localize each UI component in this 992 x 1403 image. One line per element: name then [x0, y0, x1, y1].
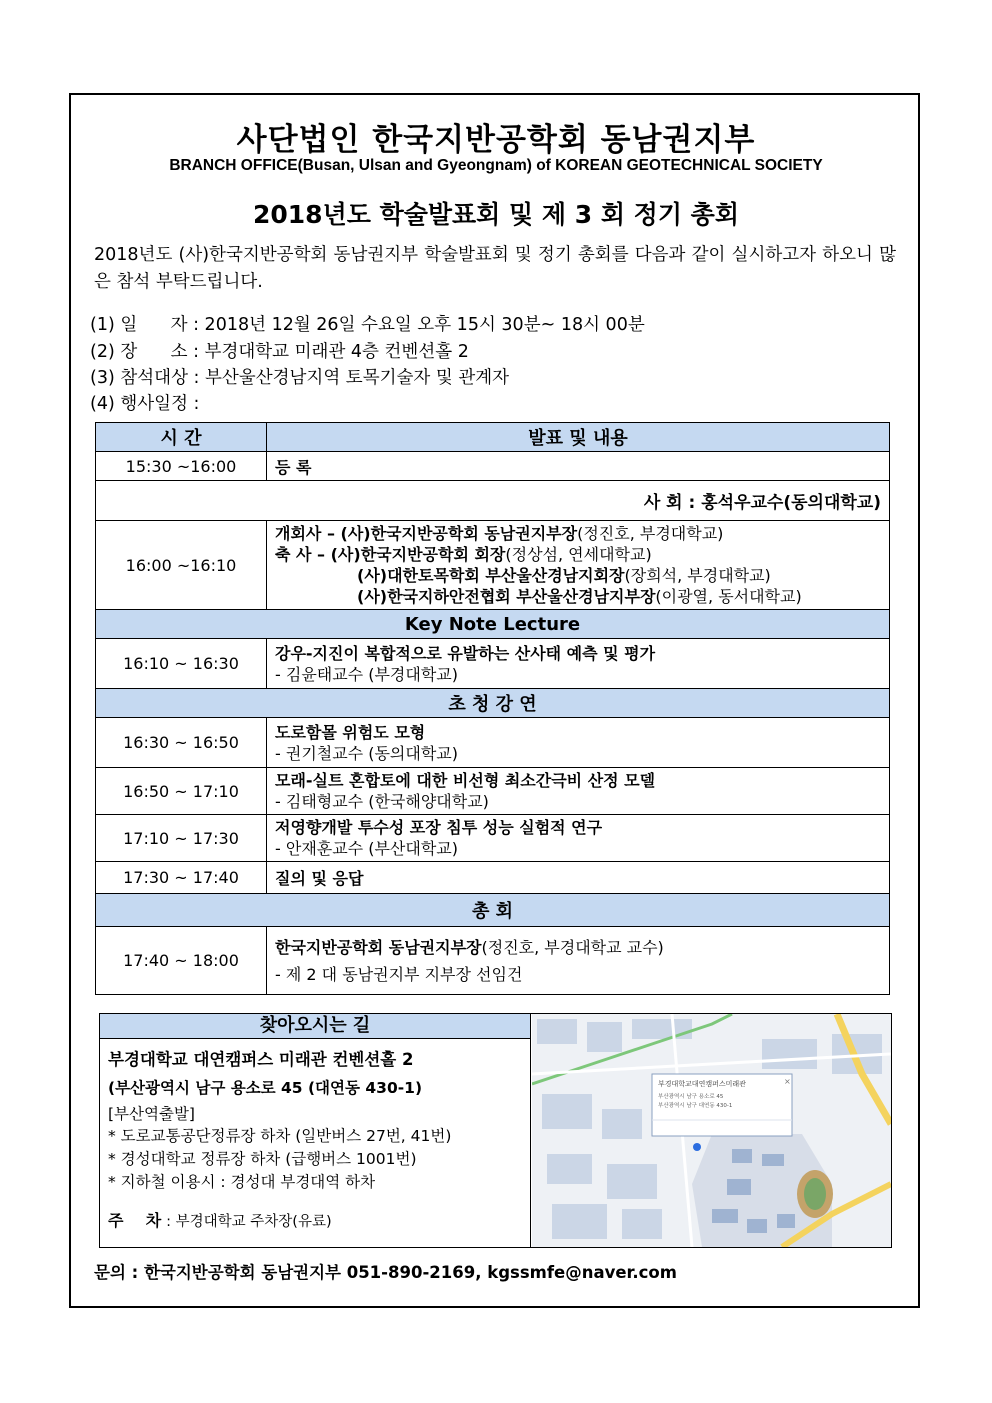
event-title: 2018년도 학술발표회 및 제 3 회 정기 총회 [252, 200, 739, 229]
content-cell: 등 록 [267, 452, 890, 481]
bus-route-2: * 경성대학교 정류장 하차 (급행버스 1001번) [108, 1150, 417, 1168]
time-cell: 16:10 ~ 16:30 [96, 639, 267, 689]
invited-header: 초 청 강 연 [96, 689, 890, 718]
col-content-header: 발표 및 내용 [267, 423, 890, 452]
info-schedule: (4) 행사일정 : [90, 394, 200, 414]
bus-route-1: * 도로교통공단정류장 하차 (일반버스 27번, 41번) [108, 1127, 452, 1145]
talk-title: 도로함몰 위험도 모형 [275, 722, 426, 742]
table-header-row [96, 423, 890, 452]
time-cell: 16:00 ~16:10 [96, 521, 267, 610]
talk-title: 강우-지진이 복합적으로 유발하는 산사태 예측 및 평가 [275, 643, 656, 663]
venue-name: 부경대학교 대연캠퍼스 미래관 컨벤션홀 2 [108, 1050, 414, 1069]
directions-header: 찾아오시는 길 [100, 1014, 531, 1039]
program-table [95, 422, 890, 995]
time-cell: 16:50 ~ 17:10 [96, 768, 267, 815]
opening-speaker: 개회사 – (사)한국지반공학회 동남권지부장 [275, 524, 578, 543]
congrats-speaker-2: (사)대한토목학회 부산울산경남지회장 [357, 566, 625, 585]
time-cell: 15:30 ~16:00 [96, 452, 267, 481]
talk-speaker: - 김태형교수 (한국해양대학교) [275, 792, 489, 811]
location-map[interactable] [532, 1014, 891, 1247]
moderator-cell: 사 회 : 홍석우교수(동의대학교) [96, 481, 890, 521]
intro-paragraph: 2018년도 (사)한국지반공학회 동남권지부 학술발표회 및 정기 총회를 다음과 같이 실시하고자 하오니 많은 참석 부탁드립니다. [94, 245, 896, 292]
content-cell [267, 521, 890, 610]
general-title: 한국지반공학회 동남권지부장 [275, 937, 482, 957]
map-popup-title: 부경대학교대연캠퍼스미래관 [658, 1080, 746, 1088]
from-station-label: [부산역출발] [108, 1105, 195, 1123]
map-info-popup [652, 1074, 792, 1136]
congrats-note-2: (장희석, 부경대학교) [624, 566, 771, 585]
general-note: (정진호, 부경대학교 교수) [481, 937, 664, 957]
moderator-row [96, 481, 890, 521]
talk-title: 저영향개발 투수성 포장 침투 성능 실험적 연구 [275, 818, 603, 837]
section-row [96, 610, 890, 639]
map-popup-line2: 부산광역시 남구 대연동 430-1 [658, 1103, 733, 1109]
table-row [96, 452, 890, 481]
content-cell: 질의 및 응답 [267, 862, 890, 894]
parking-value: : 부경대학교 주차장(유료) [166, 1214, 332, 1230]
talk-title: 모래-실트 혼합토에 대한 비선형 최소간극비 산정 모델 [275, 771, 656, 790]
subway-route: * 지하철 이용시 : 경성대 부경대역 하차 [108, 1173, 376, 1191]
congrats-note-3: (이광열, 동서대학교) [655, 587, 802, 606]
contact-line: 문의 : 한국지반공학회 동남권지부 051-890-2169, kgssmfe@naver.com [94, 1263, 677, 1282]
info-date: (1) 일 자 : 2018년 12월 26일 수요일 오후 15시 30분~ 18시 00분 [90, 315, 645, 335]
content-cell [267, 718, 890, 768]
table-row [96, 639, 890, 689]
content-cell [267, 927, 890, 995]
section-row [96, 894, 890, 927]
close-icon[interactable]: × [784, 1077, 791, 1086]
info-audience: (3) 참석대상 : 부산울산경남지역 토목기술자 및 관계자 [90, 368, 510, 388]
location-pin-icon [693, 1143, 701, 1151]
table-row [96, 815, 890, 862]
congrats-speaker-3: (사)한국지하안전협회 부산울산경남지부장 [357, 587, 656, 606]
map-image [532, 1014, 891, 1247]
venue-address: (부산광역시 남구 용소로 45 (대연동 430-1) [108, 1079, 423, 1097]
time-cell: 16:30 ~ 16:50 [96, 718, 267, 768]
table-row [96, 768, 890, 815]
section-row [96, 689, 890, 718]
time-cell: 17:30 ~ 17:40 [96, 862, 267, 894]
parking-line [108, 1210, 522, 1233]
talk-speaker: - 권기철교수 (동의대학교) [275, 743, 458, 763]
congrats-note: (정상섬, 연세대학교) [505, 545, 652, 564]
keynote-header: Key Note Lecture [96, 610, 890, 639]
parking-label: 주 차 [108, 1211, 162, 1230]
table-row [96, 718, 890, 768]
org-subtitle-english: BRANCH OFFICE(Busan, Ulsan and Gyeongnam) of KOREAN GEOTECHNICAL SOCIETY [169, 157, 823, 174]
content-cell [267, 639, 890, 689]
directions-box [99, 1013, 892, 1248]
table-row [96, 862, 890, 894]
time-cell: 17:10 ~ 17:30 [96, 815, 267, 862]
info-place: (2) 장 소 : 부경대학교 미래관 4층 컨벤션홀 2 [90, 342, 469, 362]
table-row [96, 927, 890, 995]
congrats-speaker: 축 사 – (사)한국지반공학회 회장 [275, 545, 506, 564]
col-time-header: 시 간 [96, 423, 267, 452]
opening-note: (정진호, 부경대학교) [577, 524, 724, 543]
directions-body [100, 1039, 531, 1247]
content-cell [267, 768, 890, 815]
general-item: - 제 2 대 동남권지부 지부장 선임건 [275, 964, 523, 984]
general-header: 총 회 [96, 894, 890, 927]
table-row [96, 521, 890, 610]
talk-speaker: - 김윤태교수 (부경대학교) [275, 664, 458, 684]
content-cell [267, 815, 890, 862]
time-cell: 17:40 ~ 18:00 [96, 927, 267, 995]
talk-speaker: - 안재훈교수 (부산대학교) [275, 839, 458, 858]
map-popup-line1: 부산광역시 남구 용소로 45 [658, 1094, 724, 1100]
org-title: 사단법인 한국지반공학회 동남권지부 [236, 122, 756, 158]
